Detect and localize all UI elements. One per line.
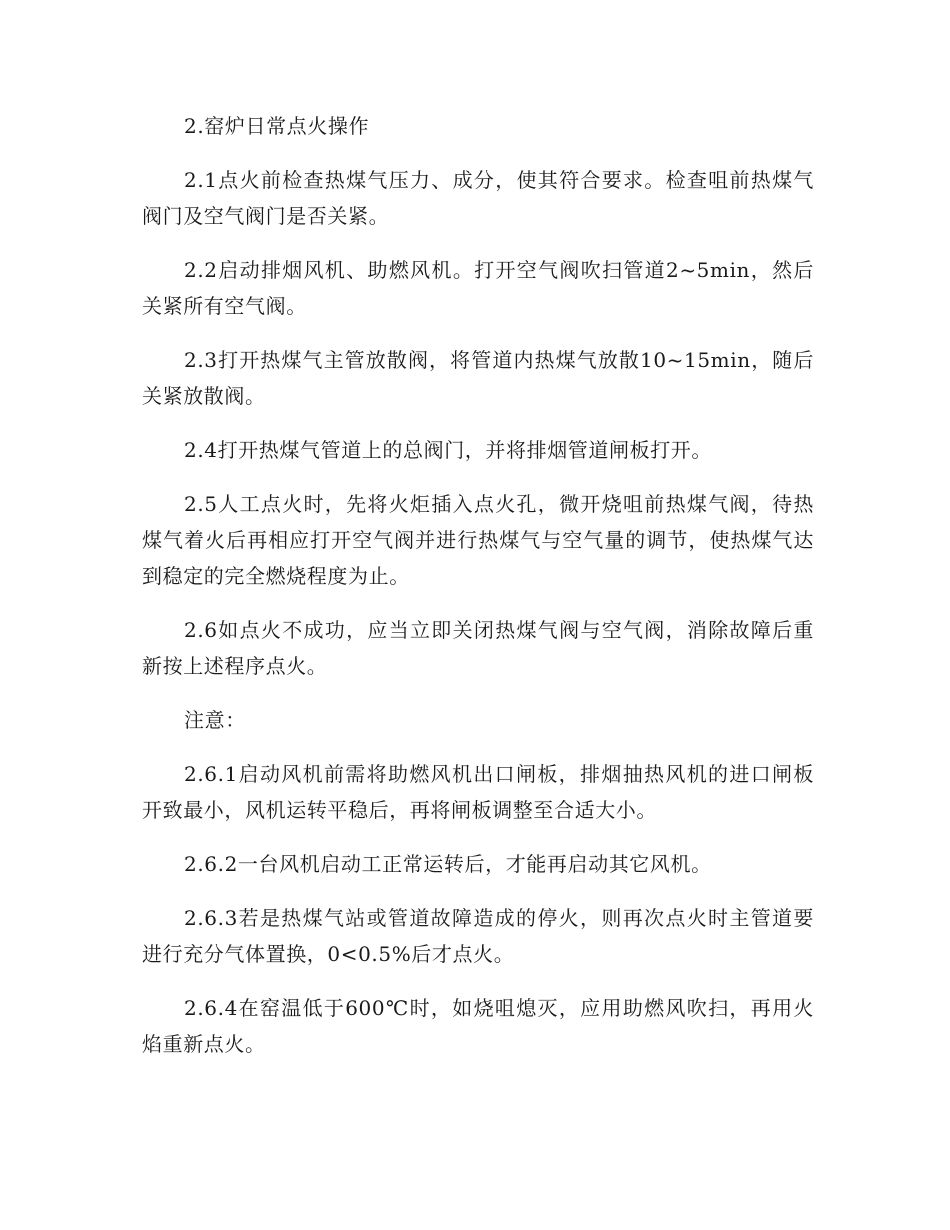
paragraph-2-6-3: 2.6.3若是热煤气站或管道故障造成的停火，则再次点火时主管道要进行充分气体置换，0<0.5%后才点火。 (142, 906, 814, 966)
section-heading: 2.窑炉日常点火操作 (184, 114, 370, 138)
paragraph-2-6-2: 2.6.2一台风机启动工正常运转后，才能再启动其它风机。 (184, 852, 712, 876)
paragraph-2-6: 2.6如点火不成功，应当立即关闭热煤气阀与空气阀，消除故障后重新按上述程序点火。 (142, 618, 814, 678)
paragraph-2-1: 2.1点火前检查热煤气压力、成分，使其符合要求。检查咀前热煤气阀门及空气阀门是否关紧。 (142, 168, 814, 228)
paragraph-2-3: 2.3打开热煤气主管放散阀，将管道内热煤气放散10~15min，随后关紧放散阀。 (142, 348, 814, 408)
note-label: 注意： (184, 708, 246, 732)
paragraph-2-4: 2.4打开热煤气管道上的总阀门，并将排烟管道闸板打开。 (184, 438, 713, 462)
paragraph-2-6-4: 2.6.4在窑温低于600℃时，如烧咀熄灭，应用助燃风吹扫，再用火焰重新点火。 (142, 996, 814, 1056)
paragraph-2-2: 2.2启动排烟风机、助燃风机。打开空气阀吹扫管道2~5min，然后关紧所有空气阀。 (142, 258, 814, 318)
paragraph-2-6-1: 2.6.1启动风机前需将助燃风机出口闸板，排烟抽热风机的进口闸板开致最小，风机运转平稳后，再将闸板调整至合适大小。 (142, 762, 814, 822)
document-body (142, 108, 814, 1080)
paragraph-2-5: 2.5人工点火时，先将火炬插入点火孔，微开烧咀前热煤气阀，待热煤气着火后再相应打开空气阀并进行热煤气与空气量的调节，使热煤气达到稳定的完全燃烧程度为止。 (142, 492, 814, 588)
